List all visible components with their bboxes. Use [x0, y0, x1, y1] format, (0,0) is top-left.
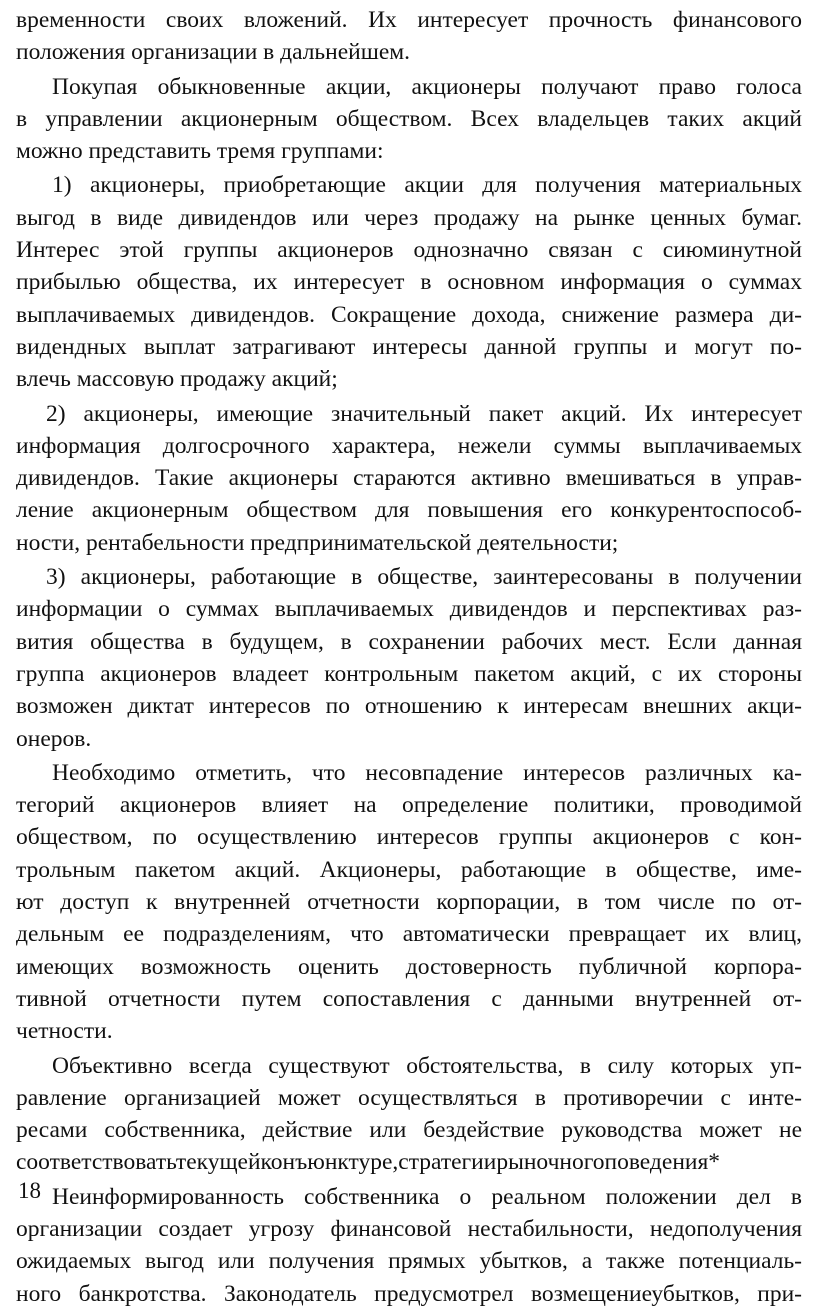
text-line: положения организации в дальнейшем.: [16, 39, 411, 66]
text-line: информации о суммах выплачиваемых дивидендов и перспективах раз-: [16, 596, 802, 623]
text-line: в управлении акционерным обществом. Всех владельцев таких акций: [16, 105, 802, 132]
text-line: ожидаемых выгод или получения прямых убытков, а также потенциаль-: [16, 1248, 802, 1275]
text-line: дивидендов. Такие акционеры стараются активно вмешиваться в управ-: [16, 465, 802, 492]
text-line: тивной отчетности путем сопоставления с данными внутренней от-: [16, 985, 802, 1012]
text-line: ного банкротства. Законодатель предусмотрел возмещениеубытков, при-: [16, 1280, 802, 1307]
text-line: ют доступ к внутренней отчетности корпорации, в том числе по от-: [16, 889, 802, 916]
text-line: онеров.: [16, 725, 92, 752]
text-line: выплачиваемых дивидендов. Сокращение дохода, снижение размера ди-: [16, 301, 802, 328]
paragraph-continuation: [16, 4, 802, 69]
paragraph-group-two: [16, 398, 802, 559]
text-line: ресами собственника, действие или бездействие руководства может не: [16, 1117, 802, 1144]
text-line: выгод в виде дивидендов или через продажу на рынке ценных бумаг.: [16, 204, 802, 231]
text-line: обществом, по осуществлению интересов группы акционеров с кон-: [16, 824, 802, 851]
text-line: соответствоватьтекущейконъюнктуре,стратегиирыночногоповедения*: [16, 1149, 721, 1176]
text-line: вития общества в будущем, в сохранении рабочих мест. Если данная: [16, 628, 802, 655]
text-line: прибылью общества, их интересует в основном информация о суммах: [16, 269, 802, 296]
text-line: можно представить тремя группами:: [16, 138, 384, 165]
text-line: дельным ее подразделениям, что автоматически превращает их влиц,: [16, 921, 802, 948]
text-line: четности.: [16, 1018, 113, 1045]
text-line: Необходимо отметить, что несовпадение интересов различных ка-: [52, 759, 802, 786]
text-line: организации создает угрозу финансовой нестабильности, недополучения: [16, 1215, 802, 1242]
paragraph-shareholder-groups-intro: [16, 71, 802, 168]
page-number: 18: [18, 1178, 41, 1203]
text-line: тегорий акционеров влияет на определение политики, проводимой: [16, 792, 802, 819]
text-line: трольным пакетом акций. Акционеры, работающие в обществе, име-: [16, 856, 802, 883]
text-line: возможен диктат интересов по отношению к интересам внешних акци-: [16, 693, 802, 720]
paragraph-interest-mismatch: [16, 757, 802, 1048]
text-line: временности своих вложений. Их интересует прочность финансового: [16, 7, 802, 33]
document-page: [16, 4, 802, 1310]
text-line: группа акционеров владеет контрольным пакетом акций, с их стороны: [16, 660, 802, 687]
text-line: информация долгосрочного характера, нежели суммы выплачиваемых: [16, 432, 802, 459]
text-line: Покупая обыкновенные акции, акционеры получают право голоса: [52, 73, 802, 100]
text-line: влечь массовую продажу акций;: [16, 366, 338, 393]
text-line: имеющих возможность оценить достоверность публичной корпора-: [16, 953, 802, 980]
paragraph-owner-uninformed: [16, 1181, 802, 1310]
text-line: 2) акционеры, имеющие значительный пакет акций. Их интересует: [46, 400, 802, 427]
text-line: видендных выплат затрагивают интересы данной группы и могут по-: [16, 333, 802, 360]
text-line: Неинформированность собственника о реальном положении дел в: [52, 1183, 802, 1210]
paragraph-group-one: [16, 169, 802, 395]
text-line: 1) акционеры, приобретающие акции для получения материальных: [52, 172, 802, 199]
paragraph-management-conflict: [16, 1050, 802, 1179]
text-line: Интерес этой группы акционеров однозначно связан с сиюминутной: [16, 237, 802, 264]
text-line: равление организацией может осуществляться в противоречии с инте-: [16, 1084, 802, 1111]
text-line: Объективно всегда существуют обстоятельства, в силу которых уп-: [52, 1052, 802, 1079]
text-line: ности, рентабельности предпринимательской деятельности;: [16, 529, 619, 556]
text-line: 3) акционеры, работающие в обществе, заинтересованы в получении: [46, 564, 802, 591]
paragraph-group-three: [16, 561, 802, 755]
text-line: ление акционерным обществом для повышения его конкурентоспособ-: [16, 497, 802, 524]
